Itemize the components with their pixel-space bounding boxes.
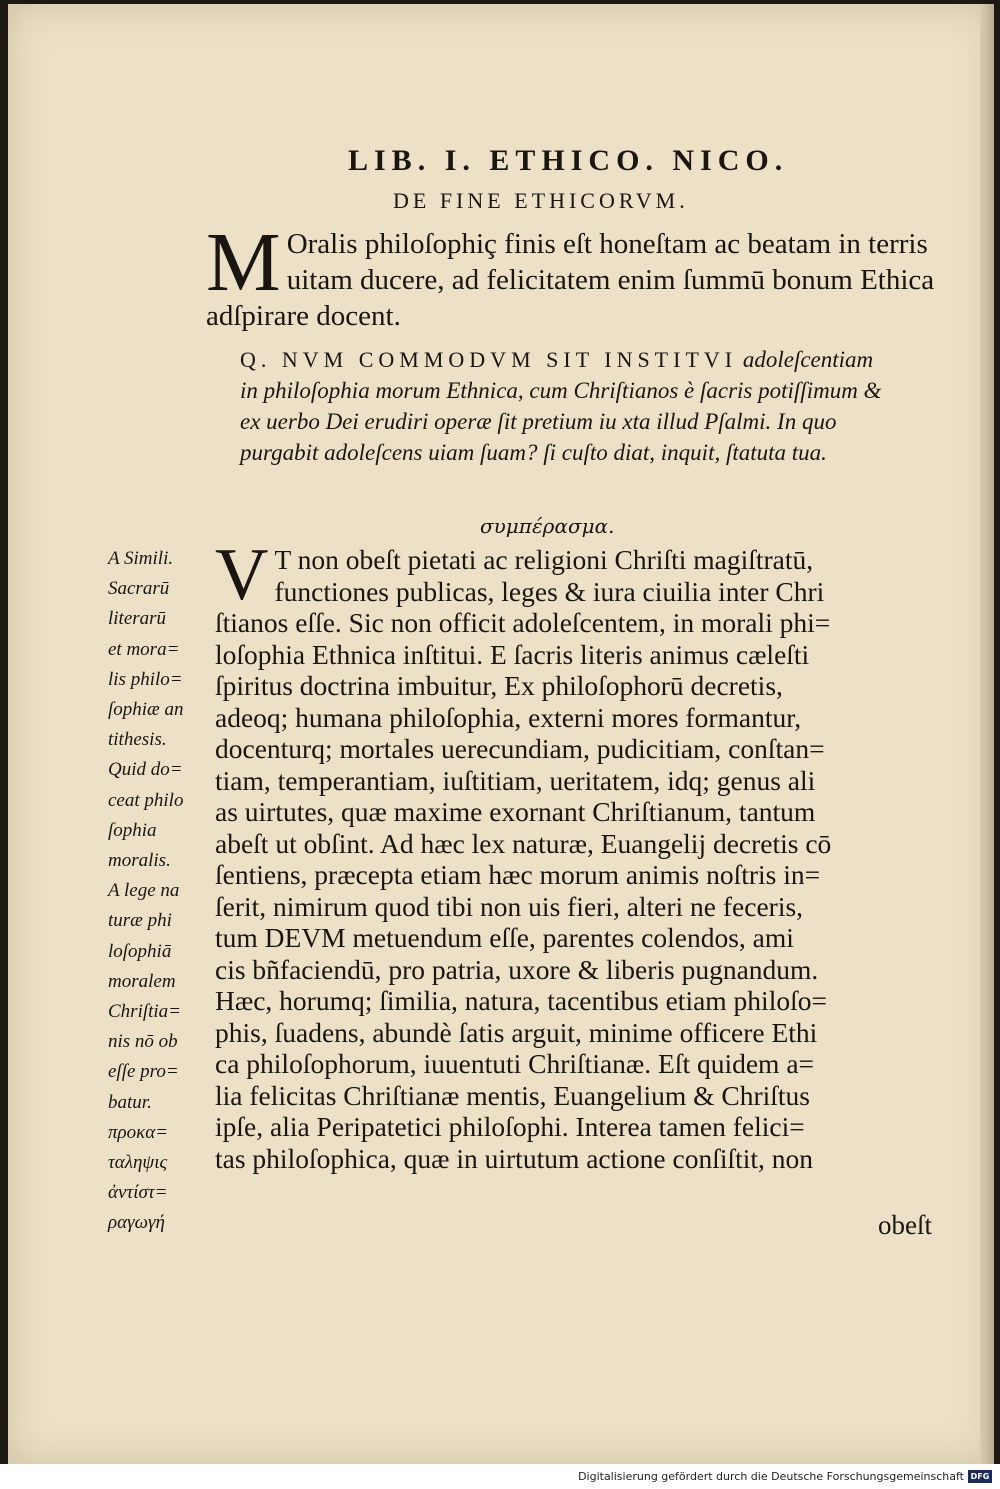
section-title: DE FINE ETHICORVM. [393,188,689,213]
margin-note-line: moralis. [108,850,171,872]
margin-note-line: Chriſtia= [108,1001,182,1023]
margin-note-line: et mora= [108,638,180,660]
body-line: cis bñfaciendū, pro patria, uxore & liberis pugnandum. [215,953,819,985]
margin-note-line: Sacrarū [108,578,170,600]
body-line: loſophia Ethnica inſtitui. E ſacris literis animus cæleſti [215,638,810,670]
catchword: obeſt [878,1210,932,1240]
margin-note-line: ταληψις [108,1152,168,1174]
margin-note-line: A lege na [108,880,180,902]
body-line: ſentiens, præcepta etiam hæc morum animis noſtris in= [215,859,821,890]
body-line: ca philoſophorum, iuuentuti Chriſtianæ. Eſt quidem a= [215,1048,815,1079]
dfg-logo: DFG [968,1470,992,1483]
body-line: ſerit, nimirum quod tibi non uis fieri, alteri ne feceris, [215,890,804,922]
footer-bar [0,1464,1000,1489]
body-line: as uirtutes, quæ maxime exornant Chriſtianum, tantum [215,796,816,827]
body-line: ſpiritus doctrina imbuitur, Ex philoſophorū decretis, [215,670,783,701]
book-page [8,4,994,1464]
margin-note-line: lis philo= [108,668,183,690]
margin-note-line: nis nō ob [108,1031,178,1053]
running-head: LIB. I. ETHICO. NICO. [348,144,789,177]
margin-note-line: loſophiā [108,940,172,962]
page-edge [980,4,994,1464]
margin-note-line: ſophiæ an [108,699,184,721]
margin-note-line: batur. [108,1091,152,1113]
intro-paragraph [206,216,954,334]
margin-note-line: moralem [108,970,176,992]
margin-note-line: tithesis. [108,729,167,751]
intro-text: Oralis philoſophiç finis eſt honeſtam ac beatam in terris uitam ducere, ad felicitatem enim ſummū bonum Ethica adſpirare docent. [206,228,935,332]
margin-note-line: Quid do= [108,759,183,781]
footer-text: Digitalisierung gefördert durch die Deutsche Forschungsgemeinschaft [578,1470,964,1483]
body-line: phis, ſuadens, abundè ſatis arguit, minime officere Ethi [215,1016,818,1048]
body-line: functiones publicas, leges & iura ciuilia inter Chri [274,575,825,607]
margin-note-line: ſophia [108,819,157,841]
body-line: tum DEVM metuendum eſſe, parentes colendos, ami [215,922,794,953]
margin-note-line: ἀντίστ= [108,1182,168,1204]
body-line: tas philoſophica, quæ in uirtutum actione conſiſtit, non [215,1142,814,1174]
margin-note-line: A Simili. [108,548,174,569]
margin-notes [108,544,208,1239]
body-line: lia felicitas Chriſtianæ mentis, Euangelium & Chriſtus [215,1079,810,1111]
body-dropcap: V [215,534,269,616]
body-line: docenturq; mortales uerecundiam, pudicitiam, conſtan= [215,733,825,764]
question-block [240,344,890,468]
question-label: Q. NVM COMMODVM SIT INSTITVI [240,347,738,372]
body-text [215,534,955,1174]
greek-heading: συμπέρασμα. [480,514,615,538]
body-line: T non obeſt pietati ac religioni Chriſti magiſtratū, [274,544,814,575]
body-line: ſtianos eſſe. Sic non officit adoleſcentem, in morali phi= [215,607,831,638]
question-text: adoleſcentiam in philoſophia morum Ethnica, cum Chriſtianos è ſacris potiſſimum & ex uerbo Dei erudiri operæ ſit pretium iu xta illud Pſalmi. In quo purgabit adoleſcens uiam ſuam? ſi cuſto diat, inquit, ſtatuta tua. [240,347,882,465]
margin-note-line: ραγωγή [108,1212,165,1234]
margin-note-line: turæ phi [108,910,172,932]
margin-note-line: literarū [108,608,167,630]
margin-note-line: eſſe pro= [108,1061,179,1083]
body-line: tiam, temperantiam, iuſtitiam, ueritatem, idq; genus ali [215,764,816,796]
intro-dropcap: M [206,216,281,309]
margin-note-line: ceat philo [108,789,184,811]
margin-note-line: προκα= [108,1121,169,1143]
body-line: abeſt ut obſint. Ad hæc lex naturæ, Euangelij decretis cō [215,827,832,859]
body-line: Hæc, horumq; ſimilia, natura, tacentibus etiam philoſo= [215,985,827,1016]
body-line: ipſe, alia Peripatetici philoſophi. Interea tamen felici= [215,1111,805,1142]
body-line: adeoq; humana philoſophia, externi mores formantur, [215,701,802,733]
